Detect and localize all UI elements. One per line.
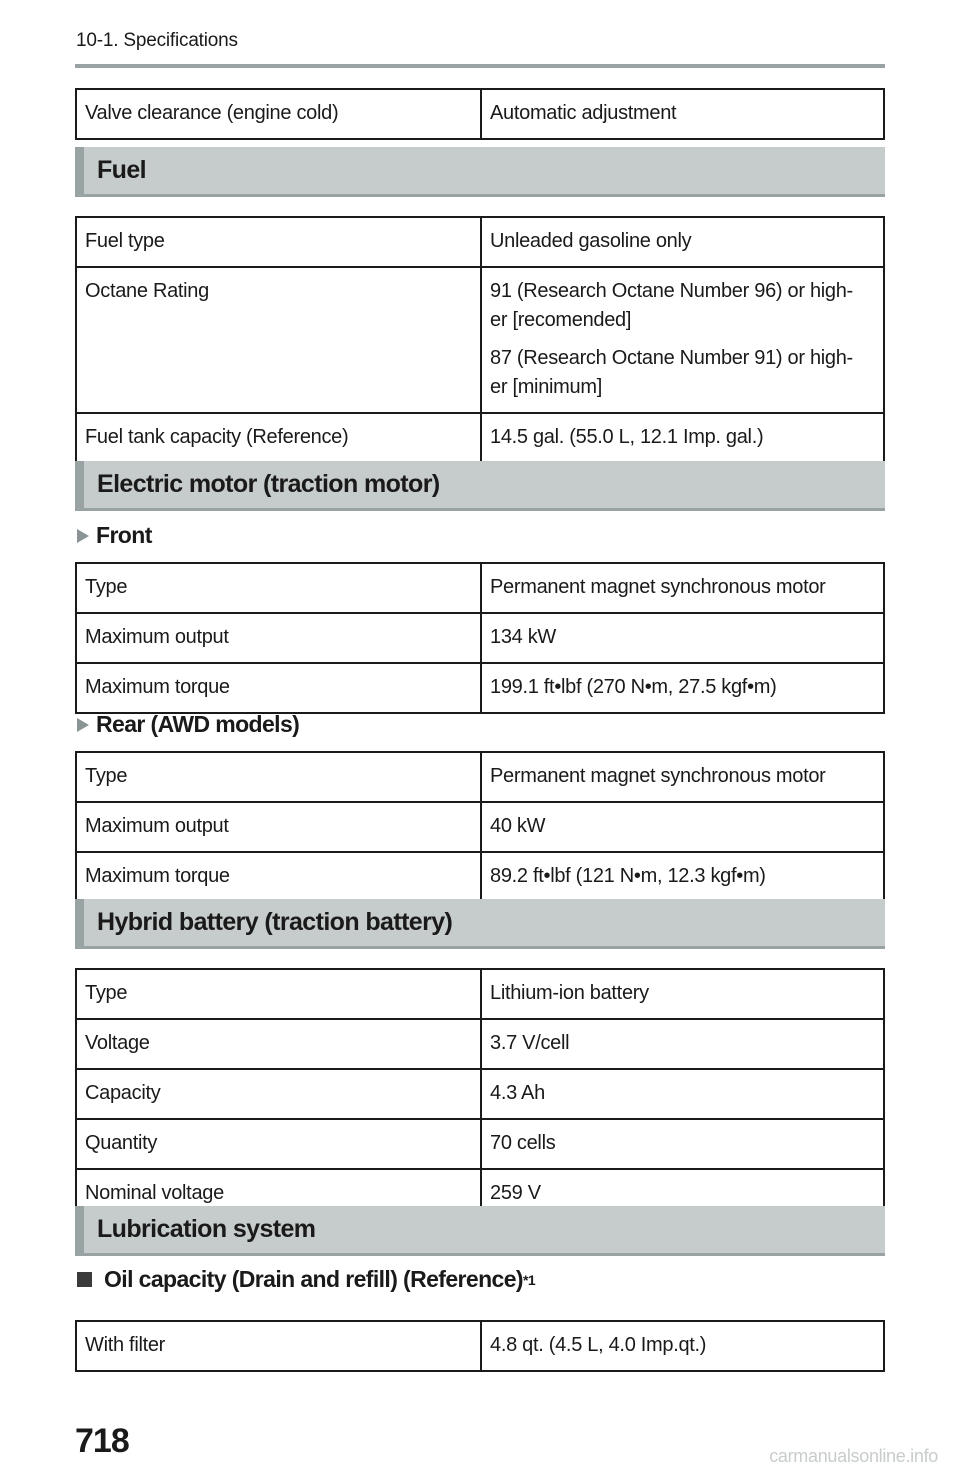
table-row: [76, 217, 884, 267]
cell-label: Fuel tank capacity (Reference): [76, 413, 481, 463]
table-row: [76, 802, 884, 852]
fuel-table: [75, 216, 885, 464]
text-line: er [minimum]: [490, 376, 602, 398]
cell-value: 14.5 gal. (55.0 L, 12.1 Imp. gal.): [481, 413, 884, 463]
front-motor-table: [75, 562, 885, 714]
cell-label: Octane Rating: [76, 267, 481, 413]
cell-value: 70 cells: [481, 1119, 884, 1169]
table-row: [76, 413, 884, 463]
cell-value: 4.3 Ah: [481, 1069, 884, 1119]
rear-subheading: [77, 711, 299, 738]
text-line: 87 (Research Octane Number 91) or high-: [490, 347, 853, 369]
header-divider: [75, 64, 885, 68]
subheading-text: Rear (AWD models): [96, 711, 300, 737]
cell-label: With filter: [76, 1321, 481, 1371]
cell-value: 199.1 ft•lbf (270 N•m, 27.5 kgf•m): [481, 663, 884, 713]
triangle-bullet-icon: [77, 529, 89, 543]
table-row: [76, 267, 884, 413]
cell-label: Capacity: [76, 1069, 481, 1119]
battery-section-header: [75, 899, 885, 949]
section-accent: [75, 147, 84, 194]
cell-value: 89.2 ft•lbf (121 N•m, 12.3 kgf•m): [481, 852, 884, 902]
cell-value: 4.8 qt. (4.5 L, 4.0 Imp.qt.): [481, 1321, 884, 1371]
table-row: [76, 89, 884, 139]
cell-label: Fuel type: [76, 217, 481, 267]
battery-table: [75, 968, 885, 1220]
section-header: 10-1. Specifications: [76, 30, 238, 51]
cell-value: Permanent magnet synchronous motor: [481, 752, 884, 802]
front-subheading: [77, 522, 152, 549]
cell-label: Type: [76, 563, 481, 613]
table-row: [76, 663, 884, 713]
section-accent: [75, 1206, 84, 1253]
subheading-text: Oil capacity (Drain and refill) (Reference): [104, 1266, 523, 1292]
octane-minimum: [490, 344, 875, 402]
cell-value: Permanent magnet synchronous motor: [481, 563, 884, 613]
cell-value: 3.7 V/cell: [481, 1019, 884, 1069]
table-row: [76, 969, 884, 1019]
octane-recommended: [490, 277, 875, 335]
cell-value: Unleaded gasoline only: [481, 217, 884, 267]
section-title: Lubrication system: [97, 1215, 316, 1243]
cell-label: Type: [76, 969, 481, 1019]
motor-section-header: [75, 461, 885, 511]
valve-table: [75, 88, 885, 140]
cell-label: Voltage: [76, 1019, 481, 1069]
table-row: [76, 752, 884, 802]
cell-label: Type: [76, 752, 481, 802]
cell-value: [481, 267, 884, 413]
cell-label: Maximum output: [76, 613, 481, 663]
triangle-bullet-icon: [77, 718, 89, 732]
text-line: 91 (Research Octane Number 96) or high-: [490, 280, 853, 302]
table-row: [76, 1019, 884, 1069]
fuel-section-header: [75, 147, 885, 197]
page-number: 718: [75, 1422, 129, 1460]
cell-label: Nominal voltage: [76, 1169, 481, 1219]
table-row: [76, 1069, 884, 1119]
table-row: [76, 852, 884, 902]
table-row: [76, 613, 884, 663]
section-title: Electric motor (traction motor): [97, 470, 440, 498]
cell-label: Maximum torque: [76, 852, 481, 902]
cell-value: Lithium-ion battery: [481, 969, 884, 1019]
cell-value: 40 kW: [481, 802, 884, 852]
valve-label: Valve clearance (engine cold): [76, 89, 481, 139]
cell-label: Maximum torque: [76, 663, 481, 713]
square-bullet-icon: [77, 1272, 92, 1287]
oil-table: [75, 1320, 885, 1372]
section-title: Fuel: [97, 156, 146, 184]
cell-value: 259 V: [481, 1169, 884, 1219]
lubrication-section-header: [75, 1206, 885, 1256]
watermark: carmanualsonline.info: [769, 1446, 938, 1466]
section-accent: [75, 899, 84, 946]
valve-value: Automatic adjustment: [481, 89, 884, 139]
table-row: [76, 1321, 884, 1371]
table-row: [76, 563, 884, 613]
oil-subheading: Oil capacity (Drain and refill) (Reference) *1: [77, 1266, 535, 1293]
cell-label: Quantity: [76, 1119, 481, 1169]
section-title: Hybrid battery (traction battery): [97, 908, 453, 936]
text-line: er [recomended]: [490, 309, 632, 331]
section-accent: [75, 461, 84, 508]
cell-label: Maximum output: [76, 802, 481, 852]
cell-value: 134 kW: [481, 613, 884, 663]
subheading-text: Front: [96, 522, 152, 548]
rear-motor-table: [75, 751, 885, 903]
table-row: [76, 1119, 884, 1169]
